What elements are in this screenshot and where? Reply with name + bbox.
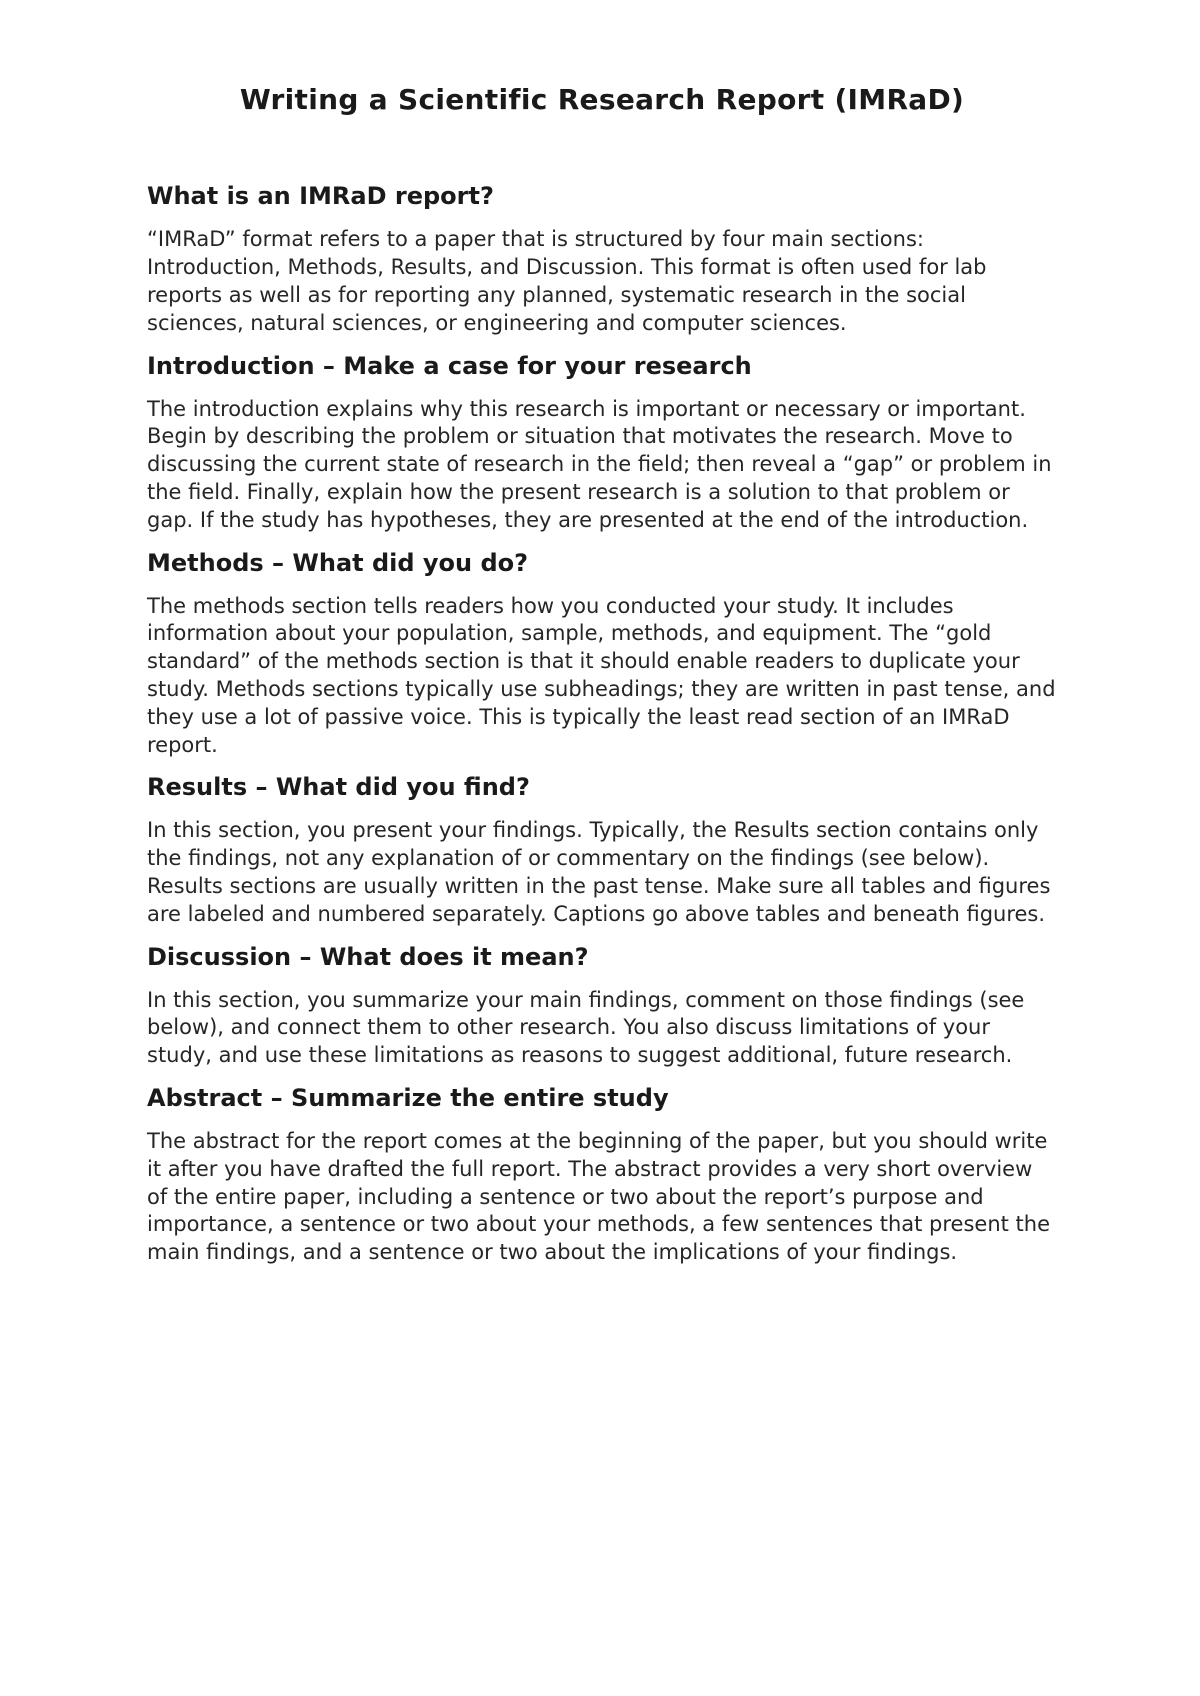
section-body: “IMRaD” format refers to a paper that is structured by four main sections: Introduction, Methods, Results, and Discussion. This format is often used for lab reports as well as for reporting any planned, systematic research in the social sciences, natural sciences, or engineering and computer sciences.	[147, 227, 987, 335]
section-discussion	[147, 942, 1057, 1070]
section-body: In this section, you summarize your main findings, comment on those findings (see below), and connect them to other research. You also discuss limitations of your study, and use these limitations as reasons to suggest additional, future research.	[147, 987, 1025, 1068]
section-what-is-imrad	[147, 181, 1057, 337]
section-heading: Results – What did you find?	[147, 773, 530, 802]
section-body: The abstract for the report comes at the beginning of the paper, but you should write it after you have drafted the full report. The abstract provides a very short overview of the entire paper, including a sentence or two about the report’s purpose and importance, a sentence or two about your methods, a few sentences that present the main findings, and a sentence or two about the implications of your findings.	[147, 1128, 1050, 1265]
section-abstract	[147, 1083, 1057, 1267]
section-heading: Abstract – Summarize the entire study	[147, 1083, 669, 1112]
section-methods	[147, 548, 1057, 760]
section-heading: What is an IMRaD report?	[147, 182, 494, 211]
section-heading: Introduction – Make a case for your research	[147, 351, 752, 380]
section-results	[147, 772, 1057, 928]
section-body: In this section, you present your findings. Typically, the Results section contains only the findings, not any explanation of or commentary on the findings (see below). Results sections are usually written in the past tense. Make sure all tables and figures are labeled and numbered separately. Captions go above tables and beneath figures.	[147, 818, 1051, 926]
document-page	[147, 82, 1057, 1280]
section-body: The introduction explains why this research is important or necessary or important. Begin by describing the problem or situation that motivates the research. Move to discussing the current state of research in the field; then reveal a “gap” or problem in the field. Finally, explain how the present research is a solution to that problem or gap. If the study has hypotheses, they are presented at the end of the introduction.	[147, 396, 1052, 532]
section-heading: Methods – What did you do?	[147, 548, 529, 577]
document-title: Writing a Scientific Research Report (IMRaD)	[239, 83, 965, 116]
section-body: The methods section tells readers how you conducted your study. It includes information about your population, sample, methods, and equipment. The “gold standard” of the methods section is that it should enable readers to duplicate your study. Methods sections typically use subheadings; they are written in past tense, and they use a lot of passive voice. This is typically the least read section of an IMRaD report.	[147, 593, 1056, 757]
section-heading: Discussion – What does it mean?	[147, 942, 589, 971]
section-introduction	[147, 351, 1057, 535]
